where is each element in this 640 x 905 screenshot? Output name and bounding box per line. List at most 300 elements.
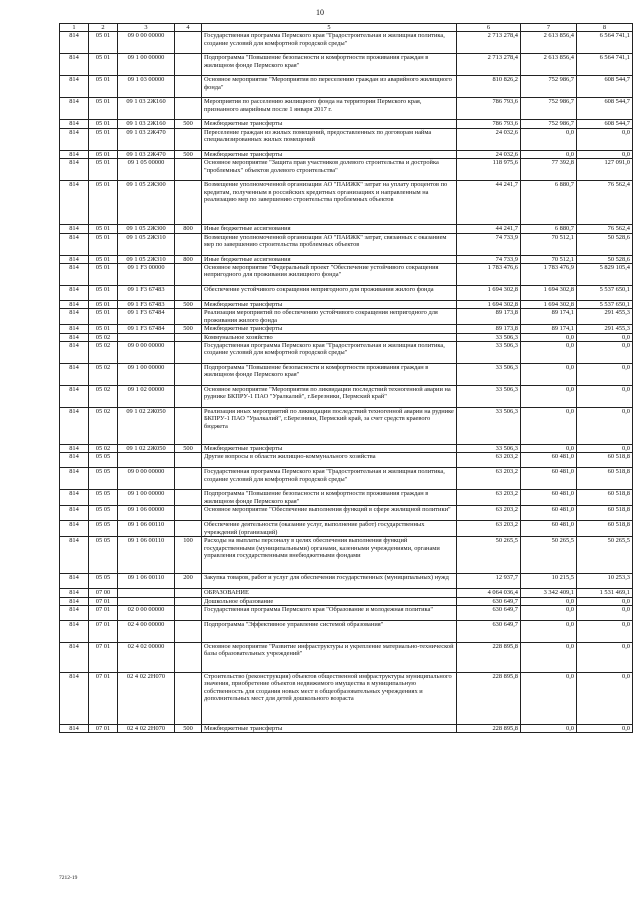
amount-year-3: 0,0: [577, 333, 633, 341]
amount-year-1: 89 173,8: [457, 309, 521, 325]
expense-type-code: [175, 233, 202, 255]
amount-year-3: 5 537 650,1: [577, 286, 633, 301]
expense-type-code: [175, 286, 202, 301]
item-name: Иные бюджетные ассигнования: [202, 255, 457, 263]
grbs-code: 814: [60, 225, 89, 233]
section-code: 05 01: [89, 76, 118, 98]
table-row: [60, 521, 633, 537]
amount-year-2: 6 880,7: [521, 181, 577, 225]
section-code: 05 02: [89, 333, 118, 341]
target-article-code: 09 1 06 00000: [118, 506, 175, 521]
page-number: 10: [316, 8, 324, 17]
item-name: Возмещение уполномоченной организации АО "ПАИЖК" затрат на уплату процентов по кредитам, полученным в российских кредитных организациях и направленным на реализацию мер по завершению строительства проблемных объектов: [202, 181, 457, 225]
amount-year-1: 33 506,3: [457, 333, 521, 341]
amount-year-2: 2 613 856,4: [521, 32, 577, 54]
amount-year-3: 60 518,8: [577, 453, 633, 468]
expense-type-code: [175, 128, 202, 150]
grbs-code: 814: [60, 98, 89, 120]
section-code: 05 05: [89, 537, 118, 574]
grbs-code: 814: [60, 537, 89, 574]
grbs-code: 814: [60, 128, 89, 150]
item-name: Основное мероприятие "Мероприятия по ликвидации последствий техногенной аварии на руднике БКПРУ-1 ПАО "Уралкалий", г.Березники, Пермский край": [202, 386, 457, 408]
section-code: 05 01: [89, 32, 118, 54]
table-row: [60, 672, 633, 724]
grbs-code: 814: [60, 605, 89, 620]
table-row: [60, 301, 633, 309]
amount-year-1: 1 783 476,6: [457, 264, 521, 286]
item-name: Другие вопросы в области жилищно-коммунального хозяйства: [202, 453, 457, 468]
item-name: Обеспечение деятельности (оказание услуг, выполнение работ) государственных учреждений (организаций): [202, 521, 457, 537]
section-code: 05 01: [89, 128, 118, 150]
table-row: [60, 98, 633, 120]
grbs-code: 814: [60, 150, 89, 158]
column-header: 7: [521, 24, 577, 32]
amount-year-1: 228 895,8: [457, 642, 521, 672]
expense-type-code: [175, 54, 202, 76]
table-row: [60, 120, 633, 128]
target-article-code: [118, 589, 175, 597]
column-header: 1: [60, 24, 89, 32]
amount-year-2: 60 481,0: [521, 468, 577, 490]
item-name: Государственная программа Пермского края "Градостроительная и жилищная политика, создание условий для комфортной городской среды": [202, 342, 457, 364]
table-row: [60, 76, 633, 98]
expense-type-code: [175, 453, 202, 468]
amount-year-1: 228 895,8: [457, 672, 521, 724]
target-article-code: 09 1 05 00000: [118, 159, 175, 181]
amount-year-1: 786 793,6: [457, 98, 521, 120]
amount-year-2: 70 512,1: [521, 233, 577, 255]
target-article-code: 09 0 00 00000: [118, 468, 175, 490]
target-article-code: 09 1 02 2Ж050: [118, 408, 175, 445]
amount-year-2: 752 986,7: [521, 76, 577, 98]
amount-year-2: 89 174,1: [521, 309, 577, 325]
amount-year-1: 74 733,9: [457, 255, 521, 263]
grbs-code: 814: [60, 255, 89, 263]
item-name: Основное мероприятие "Обеспечение выполнения функций в сфере жилищной политики": [202, 506, 457, 521]
column-number-row: [60, 24, 633, 32]
expense-type-code: [175, 408, 202, 445]
grbs-code: 814: [60, 620, 89, 642]
target-article-code: [118, 453, 175, 468]
item-name: Основное мероприятие "Защита прав участников долевого строительства и достройка "проблемных" объектов долевого строительства": [202, 159, 457, 181]
amount-year-2: 752 986,7: [521, 98, 577, 120]
expense-type-code: [175, 309, 202, 325]
expense-type-code: [175, 620, 202, 642]
item-name: Закупка товаров, работ и услуг для обеспечения государственных (муниципальных) нужд: [202, 574, 457, 589]
section-code: 05 05: [89, 521, 118, 537]
amount-year-3: 0,0: [577, 408, 633, 445]
expense-type-code: 200: [175, 574, 202, 589]
section-code: 05 01: [89, 98, 118, 120]
expense-type-code: [175, 364, 202, 386]
section-code: 05 05: [89, 490, 118, 506]
grbs-code: 814: [60, 32, 89, 54]
grbs-code: 814: [60, 597, 89, 605]
amount-year-3: 6 564 741,1: [577, 54, 633, 76]
amount-year-2: 0,0: [521, 342, 577, 364]
target-article-code: 09 1 03 2Ж470: [118, 150, 175, 158]
section-code: 05 01: [89, 120, 118, 128]
amount-year-3: 0,0: [577, 445, 633, 453]
amount-year-1: 44 241,7: [457, 225, 521, 233]
item-name: Подпрограмма "Эффективное управление системой образования": [202, 620, 457, 642]
section-code: 07 00: [89, 589, 118, 597]
section-code: 05 02: [89, 364, 118, 386]
target-article-code: 09 0 00 00000: [118, 342, 175, 364]
table-row: [60, 286, 633, 301]
amount-year-2: 60 481,0: [521, 453, 577, 468]
expense-type-code: 500: [175, 120, 202, 128]
amount-year-2: 0,0: [521, 150, 577, 158]
amount-year-2: 60 481,0: [521, 521, 577, 537]
grbs-code: 814: [60, 54, 89, 76]
grbs-code: 814: [60, 301, 89, 309]
table-row: [60, 620, 633, 642]
target-article-code: 09 1 02 2Ж050: [118, 445, 175, 453]
amount-year-3: 0,0: [577, 364, 633, 386]
item-name: Межбюджетные трансферты: [202, 150, 457, 158]
table-row: [60, 128, 633, 150]
item-name: Реализация мероприятий по обеспечению устойчивого сокращения непригодного для проживания жилого фонда: [202, 309, 457, 325]
amount-year-3: 5 829 105,4: [577, 264, 633, 286]
table-row: [60, 386, 633, 408]
grbs-code: 814: [60, 325, 89, 333]
grbs-code: 814: [60, 159, 89, 181]
amount-year-1: 1 694 302,8: [457, 286, 521, 301]
section-code: 05 05: [89, 506, 118, 521]
table-row: [60, 574, 633, 589]
section-code: 05 01: [89, 233, 118, 255]
amount-year-2: 3 342 409,1: [521, 589, 577, 597]
target-article-code: 09 1 02 00000: [118, 386, 175, 408]
amount-year-1: 786 793,6: [457, 120, 521, 128]
amount-year-2: 77 392,8: [521, 159, 577, 181]
amount-year-1: 24 032,6: [457, 128, 521, 150]
target-article-code: 09 0 00 00000: [118, 32, 175, 54]
amount-year-3: 0,0: [577, 128, 633, 150]
amount-year-2: 60 481,0: [521, 490, 577, 506]
grbs-code: 814: [60, 233, 89, 255]
table-row: [60, 333, 633, 341]
target-article-code: 09 1 00 00000: [118, 54, 175, 76]
amount-year-3: 608 544,7: [577, 98, 633, 120]
amount-year-1: 12 937,7: [457, 574, 521, 589]
amount-year-2: 10 215,5: [521, 574, 577, 589]
amount-year-3: 291 455,3: [577, 309, 633, 325]
amount-year-2: 0,0: [521, 364, 577, 386]
amount-year-1: 63 203,2: [457, 468, 521, 490]
section-code: 05 01: [89, 225, 118, 233]
grbs-code: 814: [60, 468, 89, 490]
target-article-code: 09 1 F3 67484: [118, 325, 175, 333]
amount-year-1: 44 241,7: [457, 181, 521, 225]
expense-type-code: [175, 32, 202, 54]
grbs-code: 814: [60, 521, 89, 537]
section-code: 05 01: [89, 255, 118, 263]
item-name: Обеспечение устойчивого сокращения непригодного для проживания жилого фонда: [202, 286, 457, 301]
target-article-code: 09 1 03 00000: [118, 76, 175, 98]
table-row: [60, 445, 633, 453]
table-row: [60, 490, 633, 506]
expense-type-code: [175, 333, 202, 341]
amount-year-3: 608 544,7: [577, 120, 633, 128]
amount-year-1: 33 506,3: [457, 386, 521, 408]
amount-year-1: 2 713 278,4: [457, 54, 521, 76]
item-name: ОБРАЗОВАНИЕ: [202, 589, 457, 597]
amount-year-3: 60 518,8: [577, 490, 633, 506]
item-name: Строительство (реконструкция) объектов общественной инфраструктуры муниципального значения, приобретение объектов недвижимого имущества в муниципальную собственность для создания новых мест в общеобразовательных учреждениях и дополнительных мест для детей дошкольного возраста: [202, 672, 457, 724]
target-article-code: 02 4 02 2Н070: [118, 672, 175, 724]
column-header: 2: [89, 24, 118, 32]
amount-year-1: 63 203,2: [457, 521, 521, 537]
amount-year-3: 0,0: [577, 620, 633, 642]
amount-year-1: 33 506,3: [457, 364, 521, 386]
table-row: [60, 255, 633, 263]
grbs-code: 814: [60, 386, 89, 408]
section-code: 07 01: [89, 605, 118, 620]
amount-year-3: 608 544,7: [577, 76, 633, 98]
item-name: Основное мероприятие "Федеральный проект "Обеспечение устойчивого сокращения непригодного для проживания жилищного фонда": [202, 264, 457, 286]
item-name: Дошкольное образование: [202, 597, 457, 605]
amount-year-1: 63 203,2: [457, 506, 521, 521]
amount-year-2: 0,0: [521, 445, 577, 453]
target-article-code: 09 1 05 2Ж310: [118, 255, 175, 263]
amount-year-2: 1 694 302,8: [521, 301, 577, 309]
amount-year-1: 118 975,6: [457, 159, 521, 181]
table-row: [60, 408, 633, 445]
grbs-code: 814: [60, 642, 89, 672]
amount-year-2: 0,0: [521, 128, 577, 150]
amount-year-3: 0,0: [577, 672, 633, 724]
target-article-code: [118, 333, 175, 341]
section-code: 05 05: [89, 468, 118, 490]
target-article-code: 09 1 03 2Ж160: [118, 120, 175, 128]
grbs-code: 814: [60, 286, 89, 301]
table-row: [60, 225, 633, 233]
table-row: [60, 597, 633, 605]
section-code: 05 02: [89, 445, 118, 453]
grbs-code: 814: [60, 574, 89, 589]
target-article-code: 09 1 03 2Ж470: [118, 128, 175, 150]
grbs-code: 814: [60, 181, 89, 225]
amount-year-3: 10 253,3: [577, 574, 633, 589]
expense-type-code: [175, 76, 202, 98]
grbs-code: 814: [60, 506, 89, 521]
item-name: Межбюджетные трансферты: [202, 724, 457, 732]
item-name: Иные бюджетные ассигнования: [202, 225, 457, 233]
target-article-code: 09 1 F3 67484: [118, 309, 175, 325]
amount-year-2: 0,0: [521, 597, 577, 605]
target-article-code: 09 1 06 00110: [118, 574, 175, 589]
table-row: [60, 325, 633, 333]
expense-type-code: 500: [175, 325, 202, 333]
section-code: 05 02: [89, 386, 118, 408]
amount-year-1: 24 032,6: [457, 150, 521, 158]
amount-year-1: 630 649,7: [457, 605, 521, 620]
expense-type-code: 800: [175, 255, 202, 263]
expense-type-code: 500: [175, 724, 202, 732]
amount-year-2: 2 613 856,4: [521, 54, 577, 76]
target-article-code: 02 4 02 00000: [118, 642, 175, 672]
table-row: [60, 264, 633, 286]
expense-type-code: 500: [175, 301, 202, 309]
target-article-code: 09 1 06 00110: [118, 537, 175, 574]
section-code: 05 01: [89, 150, 118, 158]
grbs-code: 814: [60, 589, 89, 597]
amount-year-2: 0,0: [521, 642, 577, 672]
item-name: Переселение граждан из жилых помещений, предоставленных по договорам найма специализированных жилых помещений: [202, 128, 457, 150]
amount-year-3: 5 537 650,1: [577, 301, 633, 309]
amount-year-1: 228 895,8: [457, 724, 521, 732]
amount-year-2: 752 986,7: [521, 120, 577, 128]
grbs-code: 814: [60, 264, 89, 286]
grbs-code: 814: [60, 342, 89, 364]
table-row: [60, 309, 633, 325]
item-name: Коммунальное хозяйство: [202, 333, 457, 341]
section-code: 07 01: [89, 620, 118, 642]
grbs-code: 814: [60, 453, 89, 468]
expense-type-code: [175, 264, 202, 286]
target-article-code: 02 0 00 00000: [118, 605, 175, 620]
table-row: [60, 54, 633, 76]
table-row: [60, 453, 633, 468]
grbs-code: 814: [60, 408, 89, 445]
amount-year-3: 50 265,5: [577, 537, 633, 574]
target-article-code: 09 1 05 2Ж300: [118, 225, 175, 233]
table-row: [60, 364, 633, 386]
amount-year-2: 1 783 476,9: [521, 264, 577, 286]
grbs-code: 814: [60, 309, 89, 325]
item-name: Государственная программа Пермского края "Градостроительная и жилищная политика, создание условий для комфортной городской среды": [202, 32, 457, 54]
expense-type-code: 100: [175, 537, 202, 574]
amount-year-2: 89 174,1: [521, 325, 577, 333]
table-row: [60, 537, 633, 574]
item-name: Межбюджетные трансферты: [202, 325, 457, 333]
target-article-code: 09 1 00 00000: [118, 364, 175, 386]
amount-year-1: 63 203,2: [457, 453, 521, 468]
amount-year-3: 50 528,6: [577, 255, 633, 263]
item-name: Государственная программа Пермского края "Образование и молодежная политика": [202, 605, 457, 620]
amount-year-1: 2 713 278,4: [457, 32, 521, 54]
table-row: [60, 233, 633, 255]
amount-year-3: 76 562,4: [577, 225, 633, 233]
section-code: 05 01: [89, 309, 118, 325]
expense-type-code: [175, 597, 202, 605]
expense-type-code: 800: [175, 225, 202, 233]
amount-year-3: 0,0: [577, 150, 633, 158]
table-row: [60, 724, 633, 732]
amount-year-2: 0,0: [521, 672, 577, 724]
section-code: 07 01: [89, 672, 118, 724]
amount-year-2: 0,0: [521, 386, 577, 408]
amount-year-3: 0,0: [577, 724, 633, 732]
amount-year-2: 6 880,7: [521, 225, 577, 233]
target-article-code: 09 1 00 00000: [118, 490, 175, 506]
target-article-code: 02 4 02 2Н070: [118, 724, 175, 732]
amount-year-1: 89 173,8: [457, 325, 521, 333]
expense-type-code: [175, 672, 202, 724]
target-article-code: 09 1 F3 00000: [118, 264, 175, 286]
section-code: 05 01: [89, 264, 118, 286]
item-name: Расходы на выплаты персоналу в целях обеспечения выполнения функций государственными (муниципальными) органами, казенными учреждениями, органами управления государственными внебюджетными фондами: [202, 537, 457, 574]
expense-type-code: [175, 98, 202, 120]
target-article-code: 09 1 03 2Ж160: [118, 98, 175, 120]
amount-year-3: 291 455,3: [577, 325, 633, 333]
table-row: [60, 159, 633, 181]
table-row: [60, 605, 633, 620]
grbs-code: 814: [60, 672, 89, 724]
amount-year-1: 33 506,3: [457, 445, 521, 453]
table-row: [60, 150, 633, 158]
amount-year-3: 6 564 741,1: [577, 32, 633, 54]
expense-type-code: [175, 490, 202, 506]
section-code: 07 01: [89, 642, 118, 672]
item-name: Основное мероприятие "Развитие инфраструктуры и укрепление материально-технической базы образовательных учреждений": [202, 642, 457, 672]
grbs-code: 814: [60, 445, 89, 453]
expense-type-code: [175, 589, 202, 597]
expense-type-code: [175, 386, 202, 408]
expense-type-code: [175, 521, 202, 537]
target-article-code: 09 1 05 2Ж300: [118, 181, 175, 225]
amount-year-3: 50 528,6: [577, 233, 633, 255]
section-code: 05 01: [89, 325, 118, 333]
amount-year-3: 127 091,0: [577, 159, 633, 181]
table-row: [60, 642, 633, 672]
column-header: 3: [118, 24, 175, 32]
table-row: [60, 506, 633, 521]
item-name: Мероприятия по расселению жилищного фонда на территории Пермского края, признанного аварийным после 1 января 2017 г.: [202, 98, 457, 120]
item-name: Межбюджетные трансферты: [202, 120, 457, 128]
amount-year-3: 76 562,4: [577, 181, 633, 225]
amount-year-3: 60 518,8: [577, 468, 633, 490]
amount-year-1: 1 694 302,8: [457, 301, 521, 309]
expense-type-code: [175, 181, 202, 225]
expense-type-code: [175, 605, 202, 620]
amount-year-2: 60 481,0: [521, 506, 577, 521]
section-code: 05 01: [89, 286, 118, 301]
amount-year-3: 0,0: [577, 386, 633, 408]
grbs-code: 814: [60, 364, 89, 386]
section-code: 05 05: [89, 574, 118, 589]
amount-year-2: 0,0: [521, 724, 577, 732]
amount-year-2: 1 694 302,8: [521, 286, 577, 301]
column-header: 8: [577, 24, 633, 32]
amount-year-3: 0,0: [577, 342, 633, 364]
target-article-code: 09 1 F3 67483: [118, 286, 175, 301]
expense-type-code: [175, 342, 202, 364]
amount-year-1: 33 506,3: [457, 408, 521, 445]
item-name: Подпрограмма "Повышение безопасности и комфортности проживания граждан в жилищном фонде Пермского края": [202, 54, 457, 76]
table-row: [60, 468, 633, 490]
item-name: Межбюджетные трансферты: [202, 301, 457, 309]
amount-year-1: 810 826,2: [457, 76, 521, 98]
section-code: 05 01: [89, 301, 118, 309]
item-name: Государственная программа Пермского края "Градостроительная и жилищная политика, создание условий для комфортной городской среды": [202, 468, 457, 490]
amount-year-2: 0,0: [521, 333, 577, 341]
section-code: 07 01: [89, 724, 118, 732]
amount-year-2: 50 265,5: [521, 537, 577, 574]
grbs-code: 814: [60, 490, 89, 506]
amount-year-1: 4 064 036,4: [457, 589, 521, 597]
grbs-code: 814: [60, 333, 89, 341]
grbs-code: 814: [60, 120, 89, 128]
expense-type-code: [175, 642, 202, 672]
grbs-code: 814: [60, 76, 89, 98]
grbs-code: 814: [60, 724, 89, 732]
amount-year-2: 0,0: [521, 620, 577, 642]
amount-year-3: 0,0: [577, 642, 633, 672]
amount-year-3: 60 518,8: [577, 521, 633, 537]
